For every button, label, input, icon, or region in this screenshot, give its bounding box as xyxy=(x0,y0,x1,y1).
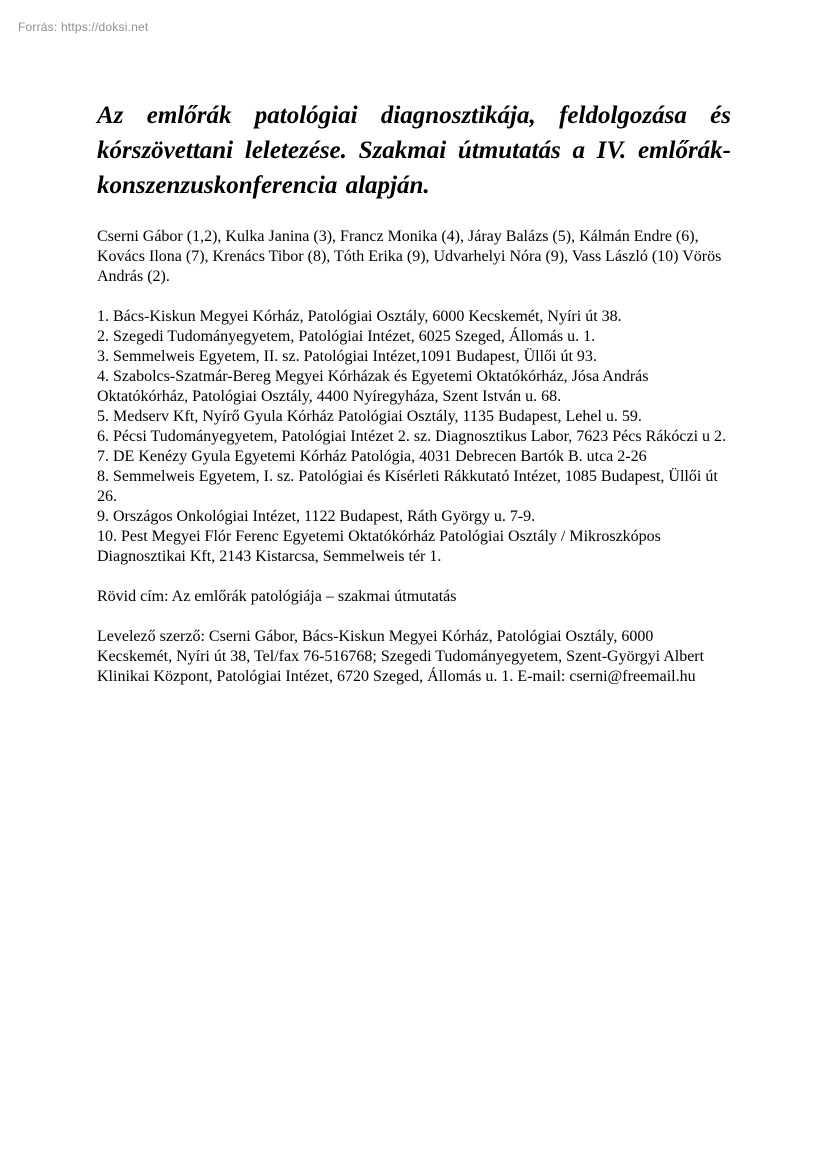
document-title: Az emlőrák patológiai diagnosztikája, feldolgozása és kórszövettani leletezése. Szakmai útmutatás a IV. emlőrák-konszenzuskonferencia alapján. xyxy=(97,102,731,199)
affiliation-item-8: 8. Semmelweis Egyetem, I. sz. Patológiai és Kísérleti Rákkutató Intézet, 1085 Budapest, Üllői út 26. xyxy=(97,468,718,505)
affiliation-item-9: 9. Országos Onkológiai Intézet, 1122 Budapest, Ráth György u. 7-9. xyxy=(97,508,536,525)
corresponding-author: Levelező szerző: Cserni Gábor, Bács-Kiskun Megyei Kórház, Patológiai Osztály, 6000 Kecskemét, Nyíri út 38, Tel/fax 76-516768; Szegedi Tudományegyetem, Szent-Györgyi Albert Klinikai Központ, Patológiai Intézet, 6720 Szeged, Állomás u. 1. E-mail: cserni@freemail.hu xyxy=(97,628,705,685)
affiliation-item-10: 10. Pest Megyei Flór Ferenc Egyetemi Oktatókórház Patológiai Osztály / Mikroszkópos Diagnosztikai Kft, 2143 Kistarcsa, Semmelweis tér 1. xyxy=(97,528,661,565)
affiliation-item-1: 1. Bács-Kiskun Megyei Kórház, Patológiai Osztály, 6000 Kecskemét, Nyíri út 38. xyxy=(97,308,622,325)
affiliation-item-6: 6. Pécsi Tudományegyetem, Patológiai Intézet 2. sz. Diagnosztikus Labor, 7623 Pécs Rákóczi u 2. xyxy=(97,428,727,445)
running-title: Rövid cím: Az emlőrák patológiája – szakmai útmutatás xyxy=(97,588,457,605)
affiliation-item-7: 7. DE Kenézy Gyula Egyetemi Kórház Patológia, 4031 Debrecen Bartók B. utca 2-26 xyxy=(97,448,647,465)
affiliation-item-3: 3. Semmelweis Egyetem, II. sz. Patológiai Intézet,1091 Budapest, Üllői út 93. xyxy=(97,348,597,365)
document-content xyxy=(97,98,731,687)
affiliation-list xyxy=(97,307,731,567)
source-url-banner: Forrás: https://doksi.net xyxy=(18,20,149,34)
affiliation-item-5: 5. Medserv Kft, Nyírő Gyula Kórház Patológiai Osztály, 1135 Budapest, Lehel u. 59. xyxy=(97,408,642,425)
affiliation-item-2: 2. Szegedi Tudományegyetem, Patológiai Intézet, 6025 Szeged, Állomás u. 1. xyxy=(97,328,596,345)
author-list: Cserni Gábor (1,2), Kulka Janina (3), Francz Monika (4), Járay Balázs (5), Kálmán Endre (6), Kovács Ilona (7), Krenács Tibor (8), Tóth Erika (9), Udvarhelyi Nóra (9), Vass László (10) Vörös András (2). xyxy=(97,228,722,285)
affiliation-item-4: 4. Szabolcs-Szatmár-Bereg Megyei Kórházak és Egyetemi Oktatókórház, Jósa András Oktatókórház, Patológiai Osztály, 4400 Nyíregyháza, Szent István u. 68. xyxy=(97,368,649,405)
